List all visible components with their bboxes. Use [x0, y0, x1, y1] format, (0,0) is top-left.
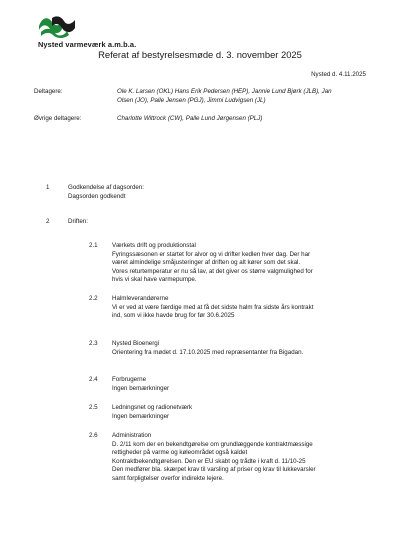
subsection-title: Halmleverandørerne — [112, 295, 169, 302]
other-attendees-label: Øvrige deltagere: — [34, 115, 82, 122]
subsection-line: Fyringssæsonen er startet for alvor og vi drifter kedlen hver dag. Der har — [112, 250, 311, 258]
subsection-line: hvis vi skal have varmepumpe. — [112, 276, 197, 284]
subsection-line: Ingen bemærkninger — [112, 384, 170, 392]
subsection-line: rettigheder på varme og køleområdet også kaldet — [112, 449, 248, 457]
date-line: Nysted d. 4.11.2025 — [311, 71, 366, 78]
subsection-number: 2.3 — [89, 340, 98, 347]
subsection-line: Orientering fra mødet d. 17.10.2025 med repræsentanter fra Bigadan. — [112, 348, 304, 356]
subsection-body — [112, 432, 382, 484]
subsection-line: Den medfører bla. skærpet krav til varsling af priser og krav til lukkevarsler — [112, 466, 316, 474]
attendees-list — [117, 88, 373, 105]
subsection-line: Vi er ved at være færdige med at få det sidste halm fra sidste års kontrakt — [112, 303, 314, 311]
subsection-title: Forbrugerne — [112, 376, 147, 383]
subsection-line: Vores returtemperatur er nu så lav, at det giver os større valgmulighed for — [112, 267, 313, 275]
organization-name: Nysted varmeværk a.m.b.a. — [38, 40, 137, 49]
section-title: Godkendelse af dagsorden: — [68, 184, 145, 191]
subsection-body — [112, 295, 382, 321]
section-text: Dagsorden godkendt — [68, 192, 126, 200]
section-body — [68, 184, 144, 201]
subsection-title: Ledningsnet og radionetværk — [112, 404, 193, 411]
subsection-number: 2.1 — [89, 242, 98, 249]
subsection-body — [112, 404, 382, 421]
subsection-line: D. 2/11 kom der en bekendtgørelse om grundlæggende kontraktmæssige — [112, 440, 313, 448]
attendees-label: Deltagere: — [34, 88, 63, 95]
subsection-title: Værkets drift og produktionstal — [112, 242, 196, 249]
subsection-body — [112, 376, 382, 393]
subsection-line: Kontraktbekendtgørelsen. Den er EU skabt og trådte i kraft d. 11/10-25 — [112, 457, 306, 465]
subsection-number: 2.6 — [89, 432, 98, 439]
section-number: 2 — [46, 218, 50, 225]
logo-icon — [38, 14, 76, 38]
subsection-number: 2.4 — [89, 376, 98, 383]
subsection-line: Ingen bemærkninger — [112, 412, 170, 420]
subsection-number: 2.5 — [89, 404, 98, 411]
subsection-number: 2.2 — [89, 295, 98, 302]
subsection-title: Nysted Bioenergi — [112, 340, 160, 347]
document-title: Referat af bestyrelsesmøde d. 3. november 2025 — [98, 49, 302, 60]
subsection-line: været almindelige småjusteringer af driften og alt kører som det skal. — [112, 259, 301, 267]
section-title: Driften: — [68, 218, 88, 225]
other-attendees-list — [117, 115, 373, 124]
subsection-line: ind, som vi ikke havde brug for før 30.6.2025 — [112, 312, 235, 320]
attendees-line: Olsen (JO), Palle Jensen (PGJ), Jimmi Ludvigsen (JL) — [117, 96, 266, 104]
other-attendees-line: Charlotte Wittrock (CW), Palle Lund Jørgensen (PLJ) — [117, 115, 263, 122]
subsection-line: samt forpligtelser overfor indirekte lejere. — [112, 474, 224, 482]
subsection-body — [112, 340, 382, 357]
subsection-title: Administration — [112, 432, 152, 439]
subsection-body — [112, 242, 382, 285]
attendees-line: Ole K. Larsen (OKL) Hans Erik Pedersen (HEP), Jannie Lund Bjørk (JLB), Jan — [117, 88, 332, 95]
section-number: 1 — [46, 184, 50, 191]
